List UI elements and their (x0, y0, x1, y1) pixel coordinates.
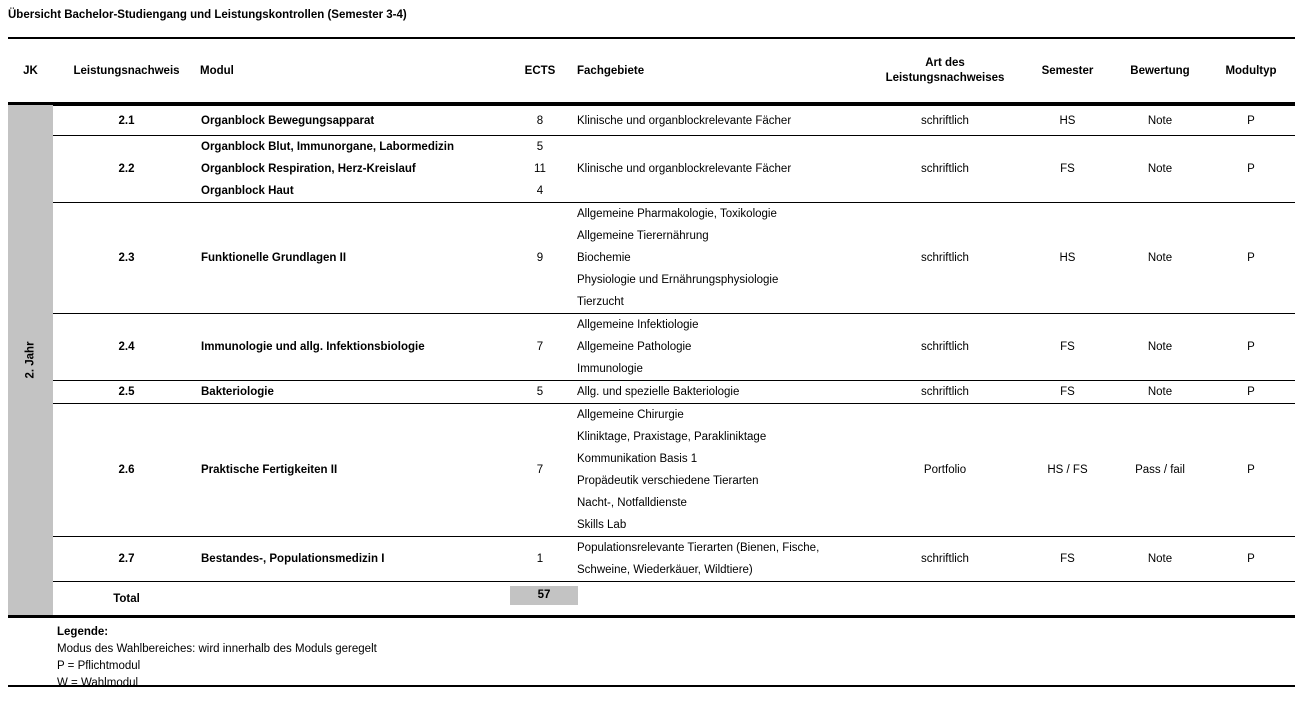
fachgebiet-line: Tierzucht (577, 296, 624, 308)
fachgebiet-line: Kliniktage, Praxistage, Parakliniktage (577, 431, 767, 443)
fachgebiet-line: Skills Lab (577, 519, 627, 531)
ects-line: 9 (536, 252, 544, 264)
fachgebiet-line: Allgemeine Infektiologie (577, 319, 699, 331)
cell-semester: FS (1060, 341, 1075, 353)
cell-modultyp: P (1247, 464, 1255, 476)
table-row-2.3 (53, 202, 1295, 313)
cell-semester: HS / FS (1047, 464, 1088, 476)
ects-line: 8 (536, 114, 544, 127)
fachgebiet-line: Allgemeine Chirurgie (577, 409, 684, 421)
total-ects-highlight: 57 (510, 586, 578, 605)
cell-fachgebiete (570, 537, 860, 581)
ects-line: 5 (536, 386, 544, 398)
modul-line: Bakteriologie (201, 386, 274, 398)
cell-modul (200, 548, 510, 570)
table-body (8, 105, 1295, 618)
table-row-2.6 (53, 403, 1295, 536)
column-header-semester: Semester (1041, 64, 1094, 77)
cell-bewertung: Note (1147, 252, 1173, 264)
modul-line: Praktische Fertigkeiten II (201, 464, 338, 476)
cell-bewertung: Note (1147, 163, 1173, 175)
ects-line: 11 (534, 163, 546, 175)
fachgebiet-line: Biochemie (577, 252, 631, 264)
cell-art-des-leistungsnachweises: schriftlich (921, 114, 969, 127)
cell-modul (200, 336, 510, 358)
modul-line: Bestandes-, Populationsmedizin I (201, 553, 385, 565)
column-header-leistungsnachweis: Leistungsnachweis (73, 64, 180, 77)
legend-heading: Legende: (57, 626, 109, 638)
cell-ects (510, 548, 570, 570)
modul-line: Organblock Haut (201, 185, 294, 197)
column-header-jk: JK (23, 64, 38, 77)
cell-modul (200, 459, 510, 481)
cell-bewertung: Pass / fail (1135, 464, 1185, 476)
total-label: Total (113, 592, 140, 605)
cell-ects (510, 110, 570, 132)
table-row-2.2 (53, 135, 1295, 202)
cell-modultyp: P (1247, 252, 1255, 264)
legend-line: Modus des Wahlbereiches: wird innerhalb des Moduls geregelt (57, 643, 377, 655)
cell-art-des-leistungsnachweises: schriftlich (921, 341, 969, 353)
year-label: 2. Jahr (24, 341, 37, 379)
cell-modultyp: P (1247, 341, 1255, 353)
cell-bewertung: Note (1147, 114, 1173, 127)
cell-bewertung: Note (1147, 386, 1173, 398)
art-header-line2: Leistungsnachweises (885, 71, 1005, 84)
table-row-2.7 (53, 536, 1295, 581)
year-sidebar (8, 105, 53, 615)
cell-ects (510, 336, 570, 358)
fachgebiet-line: Allgemeine Pathologie (577, 341, 692, 353)
fachgebiet-line: Allg. und spezielle Bakteriologie (577, 386, 740, 398)
cell-fachgebiete (570, 381, 860, 403)
cell-ects (510, 136, 570, 202)
column-header-art-des-leistungsnachweises (860, 56, 1030, 86)
cell-fachgebiete (570, 314, 860, 380)
cell-fachgebiete (570, 404, 860, 536)
cell-leistungsnachweis: 2.2 (118, 163, 135, 175)
cell-ects (510, 381, 570, 403)
cell-semester: HS (1059, 114, 1076, 127)
modul-line: Organblock Blut, Immunorgane, Labormedizin (201, 141, 455, 153)
cell-modultyp: P (1247, 114, 1255, 127)
cell-fachgebiete (570, 158, 860, 180)
ects-line: 7 (536, 341, 544, 353)
cell-leistungsnachweis: 2.4 (118, 341, 135, 353)
page-title: Übersicht Bachelor-Studiengang und Leistungskontrollen (Semester 3-4) (8, 9, 407, 21)
modul-line: Funktionelle Grundlagen II (201, 252, 347, 264)
total-row (53, 581, 1295, 615)
cell-art-des-leistungsnachweises: Portfolio (923, 464, 967, 476)
cell-art-des-leistungsnachweises: schriftlich (921, 553, 969, 565)
column-header-fachgebiete: Fachgebiete (577, 64, 645, 77)
cell-ects (510, 247, 570, 269)
cell-modultyp: P (1247, 386, 1255, 398)
column-header-bewertung: Bewertung (1130, 64, 1190, 77)
cell-leistungsnachweis: 2.5 (118, 386, 135, 398)
fachgebiet-line: Klinische und organblockrelevante Fächer (577, 114, 792, 127)
table-row-2.1 (53, 105, 1295, 135)
cell-art-des-leistungsnachweises: schriftlich (921, 252, 969, 264)
column-header-modul: Modul (200, 64, 234, 77)
cell-fachgebiete (570, 203, 860, 313)
fachgebiet-line: Propädeutik verschiedene Tierarten (577, 475, 759, 487)
cell-semester: HS (1059, 252, 1076, 264)
cell-semester: FS (1060, 553, 1075, 565)
cell-fachgebiete (570, 110, 860, 132)
fachgebiet-line: Kommunikation Basis 1 (577, 453, 698, 465)
modul-line: Organblock Respiration, Herz-Kreislauf (201, 163, 416, 175)
cell-bewertung: Note (1147, 341, 1173, 353)
cell-art-des-leistungsnachweises: schriftlich (921, 163, 969, 175)
fachgebiet-line: Populationsrelevante Tierarten (Bienen, Fische, (577, 542, 820, 554)
cell-leistungsnachweis: 2.1 (118, 114, 135, 127)
ects-line: 7 (536, 464, 544, 476)
course-table (8, 37, 1295, 618)
cell-leistungsnachweis: 2.6 (118, 464, 135, 476)
fachgebiet-line: Nacht-, Notfalldienste (577, 497, 687, 509)
cell-ects (510, 459, 570, 481)
cell-leistungsnachweis: 2.3 (118, 252, 135, 264)
cell-modul (200, 110, 510, 132)
table-row-2.5 (53, 380, 1295, 403)
modul-line: Organblock Bewegungsapparat (201, 114, 375, 127)
ects-line: 5 (536, 141, 544, 153)
legend-bottom-rule (8, 685, 1295, 687)
ects-line: 4 (536, 185, 544, 197)
fachgebiet-line: Allgemeine Pharmakologie, Toxikologie (577, 208, 777, 220)
ects-line: 1 (536, 553, 544, 565)
cell-semester: FS (1060, 386, 1075, 398)
fachgebiet-line: Allgemeine Tierernährung (577, 230, 709, 242)
column-header-modultyp: Modultyp (1225, 64, 1277, 77)
fachgebiet-line: Physiologie und Ernährungsphysiologie (577, 274, 779, 286)
cell-modul (200, 247, 510, 269)
table-header (8, 39, 1295, 105)
cell-leistungsnachweis: 2.7 (118, 553, 135, 565)
cell-modultyp: P (1247, 163, 1255, 175)
cell-art-des-leistungsnachweises: schriftlich (921, 386, 969, 398)
fachgebiet-line: Schweine, Wiederkäuer, Wildtiere) (577, 564, 753, 576)
cell-bewertung: Note (1147, 553, 1173, 565)
column-header-ects: ECTS (524, 64, 556, 77)
table-row-2.4 (53, 313, 1295, 380)
modul-line: Immunologie und allg. Infektionsbiologie (201, 341, 425, 353)
cell-modul (200, 381, 510, 403)
fachgebiet-line: Klinische und organblockrelevante Fächer (577, 163, 792, 175)
cell-modultyp: P (1247, 553, 1255, 565)
fachgebiet-line: Immunologie (577, 363, 643, 375)
legend-line: P = Pflichtmodul (57, 660, 141, 672)
legend (57, 624, 377, 692)
legend-line: W = Wahlmodul (57, 677, 139, 689)
cell-semester: FS (1060, 163, 1075, 175)
cell-modul (200, 136, 510, 202)
cell-total-ects (510, 582, 570, 606)
art-header-line1: Art des (925, 56, 965, 69)
